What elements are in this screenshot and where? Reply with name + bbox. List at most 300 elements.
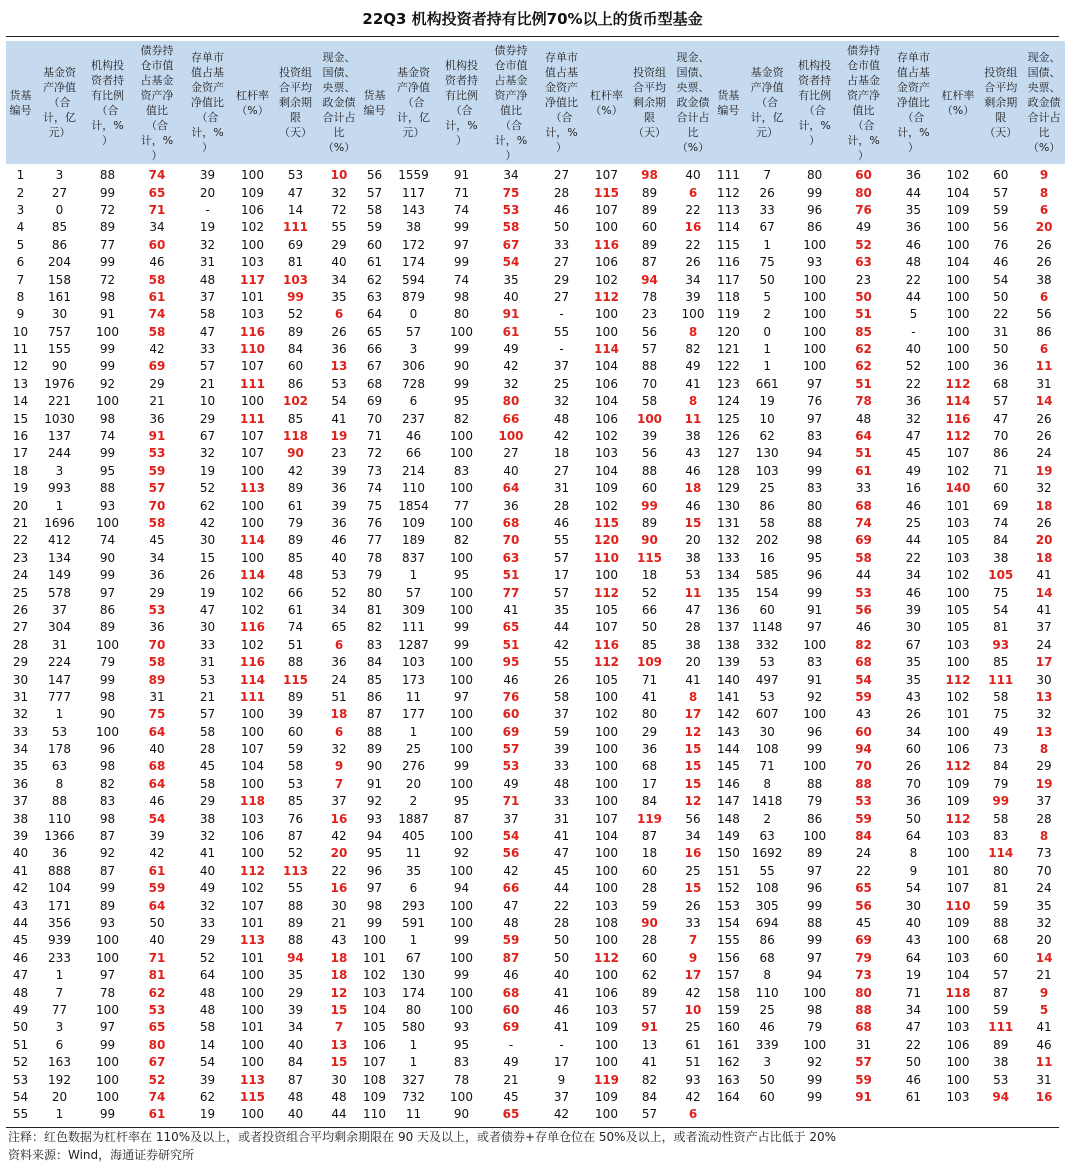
table-row	[360, 254, 714, 271]
cell-net-asset: 80	[405, 1002, 422, 1017]
cell-cd-ratio: 36	[905, 394, 922, 409]
cell-cd-ratio: 53	[199, 672, 216, 687]
cell-fund-id: 124	[716, 394, 740, 409]
table-row	[714, 428, 1065, 445]
cell-fund-id: 1	[16, 168, 25, 183]
cell-leverage: 106	[241, 829, 264, 844]
cell-liquid-ratio: 40	[331, 255, 347, 270]
cell-cd-ratio: 54	[905, 881, 922, 896]
table-row	[360, 237, 714, 254]
cell-net-asset: 67	[759, 220, 775, 235]
cell-leverage: 103	[241, 811, 264, 826]
cell-fund-id: 45	[12, 933, 29, 948]
cell-bond-ratio: 45	[855, 915, 872, 930]
cell-bond-ratio: 58	[148, 324, 166, 339]
table-row	[6, 932, 360, 949]
cell-fund-id: 151	[716, 863, 740, 878]
cell-bond-ratio: 52	[148, 1072, 166, 1087]
cell-leverage: 100	[595, 1107, 618, 1122]
cell-fund-id: 78	[366, 550, 383, 565]
cell-leverage: 107	[241, 429, 264, 444]
table-row	[6, 445, 360, 462]
cell-avg-maturity: 59	[993, 1002, 1009, 1017]
cell-leverage: 101	[946, 707, 970, 722]
cell-inst-ratio: 100	[96, 516, 119, 530]
cell-net-asset: 412	[48, 533, 71, 548]
cell-bond-ratio: 75	[148, 707, 166, 722]
table-row	[360, 932, 714, 949]
cell-cd-ratio: 22	[905, 550, 922, 565]
cell-net-asset: 204	[48, 255, 71, 270]
cell-leverage: 100	[595, 568, 618, 583]
cell-inst-ratio: 96	[807, 568, 823, 583]
cell-liquid-ratio: 22	[331, 863, 347, 878]
cell-fund-id: 155	[716, 933, 740, 948]
cell-net-asset: 276	[402, 759, 425, 774]
cell-liquid-ratio: 41	[1036, 1020, 1052, 1035]
column-header-avg-maturity: 投资组 合平均 剩余期 限 （天）	[273, 41, 318, 164]
cell-net-asset: 888	[48, 863, 71, 878]
table-row	[360, 289, 714, 306]
cell-leverage: 112	[593, 655, 620, 670]
cell-avg-maturity: 56	[641, 446, 658, 461]
cell-liquid-ratio: 29	[1036, 759, 1052, 774]
table-row	[714, 1002, 1065, 1019]
table-row	[360, 376, 714, 393]
cell-liquid-ratio: 46	[685, 463, 701, 478]
cell-net-asset: 25	[759, 1002, 775, 1017]
cell-liquid-ratio: 15	[330, 1055, 348, 1070]
cell-cd-ratio: 55	[553, 324, 570, 339]
table-row	[6, 463, 360, 480]
table-row	[360, 306, 714, 323]
cell-inst-ratio: 99	[807, 185, 823, 200]
column-header-liquid-ratio: 现金、 国债、 央票、 政金债 合计占 比 （%）	[1023, 41, 1065, 164]
table-row	[360, 619, 714, 636]
table-row	[360, 410, 714, 427]
cell-bond-ratio: 68	[855, 655, 872, 670]
cell-bond-ratio: 70	[502, 533, 520, 548]
cell-cd-ratio: 52	[199, 481, 216, 496]
cell-inst-ratio: 99	[99, 255, 116, 270]
cell-inst-ratio: 100	[450, 707, 473, 722]
cell-net-asset: 3	[55, 1020, 64, 1035]
cell-net-asset: 110	[755, 985, 779, 1000]
cell-fund-id: 47	[12, 968, 29, 983]
cell-bond-ratio: 65	[855, 881, 872, 896]
table-row	[360, 341, 714, 358]
cell-cd-ratio: 31	[199, 655, 216, 670]
cell-cd-ratio: 47	[553, 846, 570, 861]
cell-inst-ratio: 99	[807, 742, 823, 757]
cell-leverage: 101	[241, 950, 264, 965]
cell-cd-ratio: 33	[199, 915, 216, 930]
table-row	[6, 358, 360, 375]
table-row	[6, 550, 360, 567]
cell-fund-id: 25	[12, 585, 29, 600]
cell-cd-ratio: 14	[199, 1037, 216, 1052]
column-header-inst-ratio: 机构投 资者持 有比例 （合 计，% ）	[84, 41, 131, 164]
cell-fund-id: 128	[716, 463, 740, 478]
cell-cd-ratio: 26	[553, 672, 570, 687]
cell-liquid-ratio: 17	[1035, 655, 1053, 670]
cell-leverage: 109	[595, 481, 618, 496]
cell-liquid-ratio: 17	[684, 968, 702, 983]
cell-bond-ratio: 57	[855, 1055, 872, 1070]
cell-avg-maturity: 18	[641, 846, 658, 861]
cell-avg-maturity: 40	[287, 1107, 304, 1122]
cell-bond-ratio: 64	[502, 481, 520, 496]
table-row	[6, 341, 360, 358]
cell-liquid-ratio: 35	[1036, 898, 1052, 913]
table-row	[714, 741, 1065, 758]
cell-avg-maturity: 89	[287, 689, 304, 704]
cell-bond-ratio: 46	[503, 968, 519, 983]
cell-bond-ratio: 71	[502, 794, 520, 809]
cell-avg-maturity: 89	[287, 481, 304, 496]
cell-fund-id: 140	[716, 672, 740, 687]
table-row	[714, 706, 1065, 723]
cell-leverage: 100	[241, 1002, 264, 1017]
cell-cd-ratio: 35	[905, 202, 922, 217]
cell-liquid-ratio: 47	[685, 602, 701, 617]
cell-liquid-ratio: 15	[330, 1002, 348, 1017]
cell-inst-ratio: 99	[807, 463, 823, 478]
cell-liquid-ratio: 8	[688, 689, 698, 704]
cell-inst-ratio: 100	[450, 950, 473, 965]
cell-avg-maturity: 79	[287, 516, 304, 530]
cell-liquid-ratio: 37	[1036, 620, 1052, 635]
cell-net-asset: 130	[402, 968, 425, 983]
cell-fund-id: 92	[366, 794, 383, 809]
cell-cd-ratio: 52	[905, 359, 922, 374]
cell-liquid-ratio: 41	[685, 672, 701, 687]
cell-cd-ratio: 43	[905, 689, 922, 704]
cell-leverage: 111	[239, 411, 266, 426]
cell-cd-ratio: 59	[553, 724, 570, 739]
cell-liquid-ratio: 24	[331, 672, 347, 687]
cell-avg-maturity: 57	[993, 968, 1009, 983]
cell-fund-id: 97	[366, 881, 383, 896]
cell-inst-ratio: 96	[807, 202, 823, 217]
cell-avg-maturity: 53	[287, 776, 304, 791]
cell-leverage: 100	[595, 863, 618, 878]
cell-inst-ratio: 90	[453, 359, 470, 374]
cell-avg-maturity: 47	[993, 411, 1009, 426]
cell-fund-id: 35	[12, 759, 29, 774]
cell-cd-ratio: 31	[553, 481, 570, 496]
cell-bond-ratio: 40	[503, 463, 519, 478]
cell-net-asset: 27	[51, 185, 68, 200]
cell-net-asset: 63	[759, 829, 775, 844]
cell-liquid-ratio: 11	[1035, 1055, 1053, 1070]
cell-leverage: 116	[239, 620, 266, 635]
cell-leverage: 100	[946, 1072, 970, 1087]
cell-leverage: 107	[946, 881, 970, 896]
cell-fund-id: 143	[716, 724, 740, 739]
table-row	[360, 845, 714, 862]
cell-leverage: 107	[241, 359, 264, 374]
cell-cd-ratio: 32	[553, 394, 570, 409]
cell-fund-id: 20	[12, 498, 29, 513]
cell-leverage: 100	[946, 724, 970, 739]
cell-inst-ratio: 74	[99, 533, 116, 548]
cell-leverage: 116	[593, 637, 620, 652]
cell-inst-ratio: 100	[450, 1089, 473, 1104]
cell-fund-id: 26	[12, 602, 29, 617]
cell-net-asset: 1	[55, 1107, 64, 1122]
cell-cd-ratio: 34	[905, 1002, 922, 1017]
cell-inst-ratio: 100	[96, 1089, 119, 1104]
cell-avg-maturity: 52	[641, 585, 658, 600]
cell-liquid-ratio: 72	[331, 202, 347, 217]
cell-avg-maturity: 49	[993, 724, 1009, 739]
cell-liquid-ratio: 26	[1036, 237, 1052, 252]
cell-bond-ratio: 59	[855, 1072, 872, 1087]
cell-avg-maturity: 50	[993, 289, 1009, 304]
column-header-avg-maturity: 投资组 合平均 剩余期 限 （天）	[627, 41, 672, 164]
cell-inst-ratio: 96	[99, 742, 116, 757]
cell-fund-id: 95	[366, 846, 383, 861]
cell-bond-ratio: 51	[855, 376, 872, 391]
cell-liquid-ratio: 39	[331, 498, 347, 513]
table-row	[360, 758, 714, 775]
cell-leverage: 102	[595, 429, 618, 444]
cell-net-asset: 1418	[751, 794, 783, 809]
table-row	[360, 828, 714, 845]
cell-leverage: 106	[595, 376, 618, 391]
cell-liquid-ratio: 15	[684, 881, 702, 896]
table-row	[6, 950, 360, 967]
cell-liquid-ratio: 9	[334, 759, 344, 774]
table-row	[6, 202, 360, 219]
cell-fund-id: 83	[366, 637, 383, 652]
cell-cd-ratio: 44	[905, 289, 922, 304]
cell-liquid-ratio: 20	[330, 846, 348, 861]
cell-net-asset: 777	[48, 689, 71, 704]
cell-fund-id: 10	[12, 324, 29, 339]
cell-inst-ratio: 87	[99, 863, 116, 878]
cell-inst-ratio: 99	[99, 359, 116, 374]
cell-net-asset: 221	[48, 394, 71, 409]
cell-liquid-ratio: 61	[685, 1037, 701, 1052]
cell-inst-ratio: 79	[807, 794, 823, 809]
cell-cd-ratio: 32	[199, 829, 216, 844]
table-row	[360, 967, 714, 984]
cell-net-asset: 661	[755, 376, 779, 391]
cell-bond-ratio: 44	[855, 568, 872, 583]
cell-fund-id: 112	[716, 185, 740, 200]
cell-bond-ratio: 45	[149, 533, 165, 548]
table-row	[714, 758, 1065, 775]
cell-avg-maturity: 114	[988, 846, 1014, 861]
cell-avg-maturity: 84	[287, 1055, 304, 1070]
cell-leverage: 100	[946, 846, 970, 861]
cell-fund-id: 15	[12, 411, 29, 426]
cell-inst-ratio: 98	[807, 1002, 823, 1017]
cell-net-asset: 1	[409, 568, 418, 583]
cell-leverage: 100	[946, 933, 970, 948]
cell-avg-maturity: 94	[992, 1089, 1010, 1104]
cell-bond-ratio: 88	[855, 776, 872, 791]
cell-leverage: 103	[241, 307, 264, 322]
cell-inst-ratio: 90	[99, 707, 116, 722]
cell-inst-ratio: 99	[453, 968, 470, 983]
cell-inst-ratio: 97	[807, 863, 823, 878]
cell-leverage: 107	[595, 202, 618, 217]
cell-avg-maturity: 111	[282, 220, 309, 235]
table-row	[6, 428, 360, 445]
cell-inst-ratio: 98	[99, 759, 116, 774]
cell-avg-maturity: 34	[287, 1020, 304, 1035]
cell-net-asset: 31	[51, 637, 68, 652]
table-row	[360, 984, 714, 1001]
cell-liquid-ratio: 15	[684, 776, 702, 791]
cell-net-asset: 111	[402, 620, 425, 635]
table-row	[714, 341, 1065, 358]
cell-avg-maturity: 36	[993, 359, 1009, 374]
cell-liquid-ratio: 11	[1035, 359, 1053, 374]
cell-inst-ratio: 98	[99, 811, 116, 826]
cell-avg-maturity: 84	[641, 794, 658, 809]
cell-cd-ratio: 40	[553, 968, 570, 983]
table-row	[6, 915, 360, 932]
cell-leverage: 105	[946, 533, 970, 548]
cell-leverage: 103	[946, 1089, 970, 1104]
cell-bond-ratio: 40	[503, 289, 519, 304]
cell-net-asset: 591	[402, 915, 425, 930]
cell-fund-id: 106	[363, 1037, 386, 1052]
cell-bond-ratio: 60	[502, 1002, 520, 1017]
cell-cd-ratio: 25	[553, 376, 570, 391]
cell-leverage: 101	[241, 1020, 264, 1035]
cell-avg-maturity: 39	[287, 1002, 304, 1017]
cell-cd-ratio: 62	[199, 1089, 216, 1104]
cell-cd-ratio: -	[559, 1037, 564, 1052]
cell-cd-ratio: 41	[199, 846, 216, 861]
table-row	[6, 706, 360, 723]
cell-net-asset: 60	[759, 602, 775, 617]
fund-table-block-3	[714, 41, 1065, 1106]
cell-avg-maturity: 90	[641, 533, 658, 548]
cell-leverage: 103	[595, 446, 618, 461]
table-row	[714, 984, 1065, 1001]
footnote: 注释：红色数据为杠杆率在 110%及以上，或者投资组合平均剩余期限在 90 天及以上，或者债券+存单仓位在 50%及以上，或者流动性资产占比低于 20%	[8, 1130, 837, 1144]
cell-leverage: 100	[946, 307, 970, 322]
cell-bond-ratio: 49	[855, 220, 872, 235]
cell-cd-ratio: 58	[199, 724, 216, 739]
cell-inst-ratio: 100	[96, 1002, 119, 1017]
cell-net-asset: 108	[755, 881, 779, 896]
cell-leverage: 100	[241, 968, 264, 983]
cell-net-asset: 1	[409, 933, 418, 948]
cell-avg-maturity: 69	[287, 237, 304, 252]
cell-net-asset: 110	[48, 811, 71, 826]
cell-net-asset: 130	[755, 446, 779, 461]
cell-leverage: 103	[595, 1002, 618, 1017]
cell-net-asset: 939	[48, 933, 71, 948]
cell-fund-id: 111	[716, 168, 740, 183]
cell-net-asset: 149	[48, 568, 71, 583]
cell-cd-ratio: 18	[553, 446, 570, 461]
cell-liquid-ratio: 25	[685, 1020, 701, 1035]
cell-fund-id: 158	[716, 985, 740, 1000]
cell-net-asset: 86	[759, 933, 775, 948]
cell-bond-ratio: 73	[855, 968, 872, 983]
cell-fund-id: 21	[12, 516, 29, 530]
cell-liquid-ratio: 32	[331, 742, 347, 757]
cell-avg-maturity: 70	[641, 376, 658, 391]
cell-leverage: 100	[241, 707, 264, 722]
cell-cd-ratio: 19	[199, 463, 216, 478]
table-row	[714, 324, 1065, 341]
cell-liquid-ratio: 32	[1036, 915, 1052, 930]
cell-inst-ratio: 99	[99, 185, 116, 200]
cell-bond-ratio: 46	[503, 672, 519, 687]
table-row	[714, 776, 1065, 793]
cell-inst-ratio: 83	[807, 429, 823, 444]
cell-fund-id: 100	[363, 933, 386, 948]
table-row	[360, 202, 714, 219]
cell-liquid-ratio: 38	[1036, 272, 1052, 287]
cell-avg-maturity: 57	[993, 394, 1009, 409]
cell-cd-ratio: 39	[553, 742, 570, 757]
cell-avg-maturity: 88	[287, 655, 304, 670]
cell-cd-ratio: 48	[905, 255, 922, 270]
cell-leverage: 102	[241, 220, 264, 235]
cell-liquid-ratio: 32	[1036, 707, 1052, 722]
cell-avg-maturity: 71	[641, 672, 658, 687]
cell-bond-ratio: 58	[148, 272, 166, 287]
cell-liquid-ratio: 100	[681, 307, 705, 322]
cell-leverage: 103	[595, 898, 618, 913]
table-row	[714, 445, 1065, 462]
cell-liquid-ratio: 20	[685, 655, 701, 670]
cell-net-asset: 11	[405, 846, 422, 861]
cell-fund-id: 113	[716, 202, 740, 217]
table-row	[6, 654, 360, 671]
cell-avg-maturity: 74	[993, 516, 1009, 530]
cell-inst-ratio: 97	[807, 411, 823, 426]
cell-fund-id: 40	[12, 846, 29, 861]
cell-avg-maturity: 87	[641, 255, 658, 270]
cell-inst-ratio: 93	[807, 255, 823, 270]
cell-inst-ratio: 99	[99, 568, 116, 583]
cell-cd-ratio: 42	[553, 637, 570, 652]
table-row	[6, 845, 360, 862]
cell-inst-ratio: 95	[99, 463, 116, 478]
cell-fund-id: 114	[716, 220, 740, 235]
column-header-inst-ratio: 机构投 资者持 有比例 （合 计，% ）	[791, 41, 837, 164]
cell-leverage: 110	[945, 898, 971, 913]
cell-cd-ratio: 57	[553, 585, 570, 600]
cell-cd-ratio: -	[205, 202, 210, 217]
cell-inst-ratio: 97	[807, 620, 823, 635]
cell-cd-ratio: 58	[553, 689, 570, 704]
table-row	[360, 445, 714, 462]
cell-net-asset: 55	[759, 863, 775, 878]
cell-avg-maturity: 73	[993, 742, 1009, 757]
cell-inst-ratio: 100	[96, 1072, 119, 1087]
cell-net-asset: 161	[48, 289, 71, 304]
cell-fund-id: 76	[366, 516, 383, 530]
cell-leverage: 109	[241, 185, 264, 200]
cell-bond-ratio: 80	[148, 1037, 166, 1052]
cell-leverage: 109	[595, 1089, 618, 1104]
table-row	[6, 793, 360, 810]
cell-bond-ratio: 21	[503, 1072, 519, 1087]
table-row	[714, 724, 1065, 741]
